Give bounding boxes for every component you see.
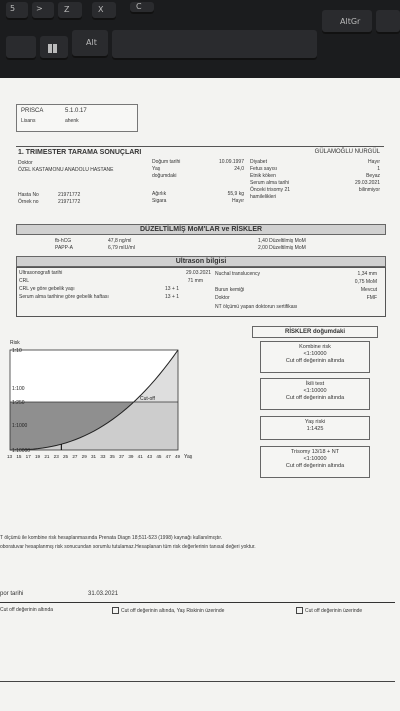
fetus-count-label: Fetus sayısı	[250, 166, 277, 172]
risk-age-value: 1:1425	[306, 426, 324, 432]
ultrasound-header	[16, 256, 386, 267]
diabetes-value: Hayır	[368, 159, 380, 165]
check-below-cutoff-above-age-label: Cut off değerinin altında, Yaş Riskinin üzerinde	[121, 607, 225, 614]
doctor-value: ÖZEL KASTAMONU ANADOLU HASTANE	[18, 167, 114, 173]
x-tick-label: 33	[100, 454, 106, 459]
key-ctrl	[6, 36, 36, 60]
patient-no-value: 21971772	[58, 192, 81, 198]
windows-icon	[48, 44, 57, 53]
us-date-label: Ultrasonografi tarihi	[19, 270, 63, 276]
risks-title: RİSKLER doğumdaki	[284, 329, 345, 335]
doctor-label: Doktor	[18, 160, 33, 166]
keyboard-background	[0, 0, 400, 80]
at-birth-label: doğumdaki	[152, 173, 177, 179]
mom-row-hcg-mom: 1,40 Düzeltilmiş MoM	[258, 238, 306, 244]
risk-trisomy-name: Trisomy 13/18 + NT	[290, 449, 340, 455]
key-z: Z	[58, 2, 82, 20]
risk-trisomy-value: <1:10000	[303, 456, 327, 462]
risk-double-value: <1:10000	[303, 388, 327, 394]
prisca-header	[16, 104, 138, 132]
mom-row-pappa-name: PAPP-A	[55, 245, 73, 251]
mom-row-pappa-value: 6,79 mIU/ml	[108, 245, 135, 251]
signature-line	[0, 681, 395, 682]
x-tick-label: 29	[81, 454, 87, 459]
x-tick-label: 19	[35, 454, 41, 459]
report-date-label: por tarihi	[0, 591, 24, 597]
y-tick-label: 1:1000	[12, 423, 28, 429]
app-version: 5.1.0.17	[65, 108, 87, 114]
us-doctor-value: FMF	[366, 295, 377, 301]
smoking-value: Hayır	[232, 198, 244, 204]
date-underline	[0, 602, 395, 603]
report-paper	[0, 78, 400, 711]
risks-title-box	[252, 326, 378, 338]
footer-note-2: oboratuvar hesaplanmış risk sonucundan sorumlu tutulamaz.Hesaplanan tüm risk değerlerinin tanısal değeri yoktur.	[0, 544, 256, 550]
sample-no-value: 21971772	[58, 199, 81, 205]
x-tick-label: 43	[147, 454, 153, 459]
cutoff-label: Cut-off	[140, 396, 155, 402]
key-altgr: AltGr	[322, 10, 372, 34]
risks-panel	[252, 326, 378, 486]
crl-value: 71 mm	[187, 278, 203, 284]
x-tick-label: 23	[53, 454, 59, 459]
y-tick-label: 1:10000	[12, 448, 31, 454]
check-above-cutoff[interactable]	[296, 607, 362, 614]
checkbox-icon	[112, 607, 119, 614]
x-tick-label: 41	[137, 454, 143, 459]
us-date-value: 29.03.2021	[185, 270, 211, 276]
risk-trisomy-note: Cut off değerinin altında	[285, 463, 345, 469]
x-tick-label: 47	[165, 454, 171, 459]
key-greater: >	[32, 2, 54, 20]
crl-label: CRL	[19, 278, 30, 284]
nasal-bone-value: Mevcut	[360, 287, 377, 293]
age-value: 24,0	[234, 166, 244, 172]
key-windows	[40, 36, 68, 60]
birthdate-value: 10.09.1997	[218, 159, 244, 165]
serum-gest-value: 13 + 1	[165, 294, 180, 300]
risk-combined-value: <1:10000	[303, 351, 327, 357]
report-section	[16, 146, 384, 211]
x-tick-label: 13	[7, 454, 13, 459]
x-tick-label: 37	[119, 454, 125, 459]
ethnicity-value: Beyaz	[366, 173, 380, 179]
nt-label: Nuchal translucency	[215, 271, 261, 277]
y-tick-label: 1:10	[12, 348, 22, 354]
x-tick-label: 15	[16, 454, 22, 459]
key-x: X	[92, 2, 116, 20]
prev-trisomy-value: bilinmiyor	[358, 187, 380, 193]
check-below-cutoff-above-age[interactable]	[112, 607, 224, 614]
weight-label: Ağırlık	[152, 191, 167, 197]
x-tick-label: 21	[44, 454, 50, 459]
birthdate-label: Doğum tarihi	[152, 159, 181, 165]
nasal-bone-label: Burun kemiği	[215, 287, 245, 293]
risk-box-age	[260, 416, 370, 440]
ultrasound-title: Ultrason bilgisi	[175, 258, 227, 265]
key-5: 5	[6, 2, 28, 20]
crl-gest-label: CRL ye göre gebelik yaşı	[19, 286, 75, 292]
y-axis-label: Risk	[10, 340, 20, 346]
fetus-count-value: 1	[377, 166, 380, 172]
nt-cert-note: NT ölçümü yapan doktorun sertifikası	[215, 304, 298, 310]
x-tick-label: 25	[63, 454, 69, 459]
key-alt: Alt	[72, 30, 108, 58]
risk-box-double	[260, 378, 370, 410]
risk-double-name: İkili test	[305, 381, 325, 387]
weight-value: 55,9 kg	[227, 191, 244, 197]
mom-header	[16, 224, 386, 235]
patient-name: GÜLAMOĞLU NURGÜL	[314, 149, 380, 155]
x-tick-label: 49	[175, 454, 181, 459]
pregnancies-label: hamilelikleri	[250, 194, 277, 200]
license-value: ahenk	[65, 118, 79, 124]
x-tick-label: 17	[25, 454, 31, 459]
checkbox-icon	[296, 607, 303, 614]
prev-trisomy-label: Önceki trisomy 21	[250, 187, 291, 193]
crl-gest-value: 13 + 1	[165, 286, 180, 292]
check-above-cutoff-label: Cut off değerinin üzerinde	[305, 607, 363, 614]
ultrasound-box	[16, 267, 386, 317]
serum-gest-label: Serum alma tarihine göre gebelik haftası	[19, 294, 109, 300]
risk-box-trisomy	[260, 446, 370, 478]
report-date-value: 31.03.2021	[88, 591, 119, 597]
key-c: C	[130, 2, 154, 14]
mom-row-pappa-mom: 2,00 Düzeltilmiş MoM	[258, 245, 306, 251]
x-tick-label: 27	[72, 454, 78, 459]
footer-note-1: T ölçümü ile kombine risk hesaplanmasında Prenata Diagn 18;511-523 (1998) kaynağı kullanılmıştır.	[0, 535, 223, 541]
risk-chart	[4, 336, 238, 466]
us-doctor-label: Doktor	[215, 295, 230, 301]
y-tick-label: 1:100	[12, 386, 25, 392]
risk-combined-name: Kombine risk	[299, 344, 331, 350]
nt-mom-value: 0,75 MoM	[354, 279, 377, 285]
serum-date-value: 29.03.2021	[354, 180, 380, 186]
smoking-label: Sigara	[152, 198, 167, 204]
risk-box-combined	[260, 341, 370, 373]
sample-no-label: Örnek no	[18, 199, 39, 205]
risk-double-note: Cut off değerinin altında	[285, 395, 345, 401]
ethnicity-label: Etnik köken	[250, 173, 276, 179]
key-ctrl-right	[376, 10, 400, 34]
patient-no-label: Hasta No	[18, 192, 39, 198]
key-space	[112, 30, 317, 60]
risk-chart-svg	[4, 336, 238, 466]
app-name: PRISCA	[21, 108, 44, 114]
check-below-cutoff[interactable]	[0, 607, 53, 613]
risk-age-name: Yaş riski	[304, 419, 326, 425]
check-below-cutoff-label: Cut off değerinin altında	[0, 607, 54, 613]
serum-date-label: Serum alma tarihi	[250, 180, 290, 186]
mom-row-hcg-value: 47,8 ng/ml	[108, 238, 132, 244]
x-tick-label: 45	[156, 454, 162, 459]
license-label: Lisans	[21, 118, 36, 124]
nt-value: 1,34 mm	[357, 271, 377, 277]
report-title: 1. TRIMESTER TARAMA SONUÇLARI	[18, 149, 142, 156]
mom-title: DÜZELTİLMİŞ MoM'LAR ve RİSKLER	[139, 226, 263, 233]
x-tick-label: 35	[109, 454, 115, 459]
x-tick-label: 31	[91, 454, 97, 459]
x-axis-label: Yaş	[184, 454, 193, 460]
age-label: Yaş	[152, 166, 161, 172]
mom-row-hcg-name: fb-hCG	[55, 238, 72, 244]
y-tick-label: 1:250	[12, 400, 25, 406]
x-tick-label: 39	[128, 454, 134, 459]
risk-combined-note: Cut off değerinin altında	[285, 358, 345, 364]
diabetes-label: Diyabet	[250, 159, 267, 165]
